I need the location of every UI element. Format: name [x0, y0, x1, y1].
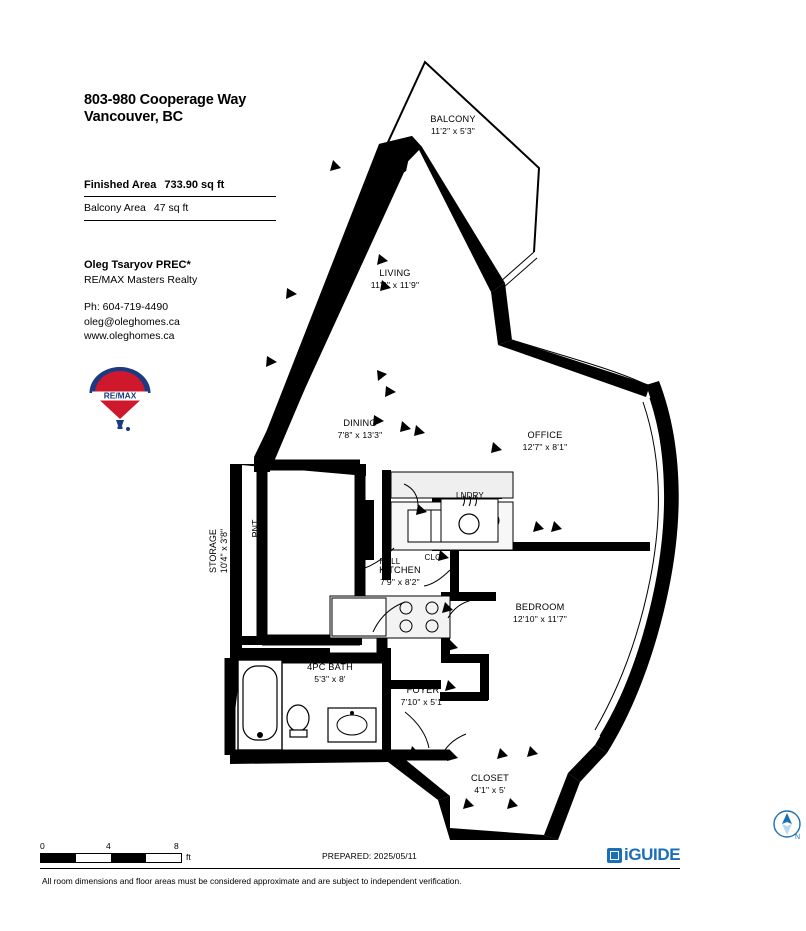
kitchen-name: KITCHEN — [379, 565, 421, 575]
label-pantry — [251, 499, 262, 559]
remax-logo-text: RE/MAX — [103, 390, 137, 401]
closet-name: CLOSET — [471, 773, 509, 783]
storage-dim: 10'4" x 3'8" — [219, 528, 229, 574]
label-closet-short — [408, 552, 458, 564]
closet-short-text: CLO — [424, 553, 442, 562]
finished-area-value: 733.90 sq ft — [164, 179, 225, 191]
bath-name: 4PC BATH — [307, 662, 353, 672]
room-label-kitchen — [350, 565, 450, 588]
finished-area-label: Finished Area — [84, 179, 157, 191]
room-label-balcony — [408, 114, 498, 137]
laundry-text: LNDRY — [456, 491, 484, 500]
room-label-office — [490, 430, 600, 453]
pantry-text: PNT — [250, 519, 261, 538]
foyer-name: FOYER — [406, 685, 440, 695]
bedroom-dim: 12'10" x 11'7" — [512, 613, 568, 624]
laundry-fixtures — [441, 496, 498, 542]
balcony-railing — [500, 252, 537, 287]
foyer-dim: 7'10" x 5'1" — [400, 696, 446, 707]
balcony-area-value: 47 sq ft — [153, 202, 189, 214]
balcony-area-label: Balcony Area — [84, 202, 146, 214]
storage-name: STORAGE — [208, 529, 218, 573]
scale-tick-8: 8 — [174, 841, 179, 851]
iguide-mark-icon — [607, 848, 622, 863]
living-dim: 11'8" x 11'9" — [370, 279, 420, 290]
floor-plan-svg — [150, 40, 690, 850]
room-label-foyer — [368, 685, 478, 708]
page-subtitle: Vancouver, BC — [84, 109, 183, 125]
closet-dim: 4'1" x 5' — [474, 784, 506, 795]
kitchen-dim: 7'9" x 8'2" — [380, 576, 420, 587]
page-title: 803-980 Cooperage Way — [84, 92, 247, 108]
dining-name: DINING — [343, 418, 377, 428]
dining-dim: 7'8" x 13'3" — [337, 429, 383, 440]
agent-phone: Ph: 604-719-4490 — [84, 301, 169, 313]
scale-bar — [40, 841, 190, 863]
room-label-storage — [208, 496, 230, 606]
scale-bar-graphic — [40, 853, 182, 863]
room-label-dining — [305, 418, 415, 441]
balcony-dim: 11'2" x 5'3" — [430, 125, 476, 136]
agent-email[interactable]: oleg@oleghomes.ca — [84, 315, 180, 328]
prepared-date: PREPARED: 2025/05/11 — [322, 851, 417, 861]
scale-tick-0: 0 — [40, 841, 45, 851]
label-laundry — [440, 490, 500, 502]
room-label-bath — [270, 662, 390, 685]
bath-dim: 5'3" x 8' — [314, 673, 346, 684]
scale-ticks — [40, 841, 190, 853]
office-name: OFFICE — [527, 430, 563, 440]
iguide-wordmark: iGUIDE — [624, 845, 681, 864]
room-label-closet — [440, 773, 540, 796]
floor-plan-drawing — [150, 40, 801, 850]
compass-icon — [768, 805, 806, 843]
bedroom-name: BEDROOM — [515, 602, 565, 612]
remax-logo — [83, 362, 157, 438]
compass-north-letter: N — [795, 834, 801, 841]
scale-unit: ft — [186, 852, 191, 862]
room-label-bedroom — [480, 602, 600, 625]
disclaimer-text: All room dimensions and floor areas must be considered approximate and are subject to independent verification. — [42, 876, 462, 886]
living-name: LIVING — [379, 268, 411, 278]
scale-tick-4: 4 — [106, 841, 111, 851]
iguide-logo[interactable] — [607, 845, 680, 865]
agent-name: Oleg Tsaryov PREC* — [84, 259, 191, 271]
office-dim: 12'7" x 8'1" — [522, 441, 568, 452]
footer-divider — [40, 868, 680, 869]
balcony-name: BALCONY — [430, 114, 476, 124]
agent-website[interactable]: www.oleghomes.ca — [84, 330, 175, 342]
agent-brokerage: RE/MAX Masters Realty — [84, 273, 198, 286]
room-label-living — [340, 268, 450, 291]
hall-text: HALL — [379, 557, 401, 566]
